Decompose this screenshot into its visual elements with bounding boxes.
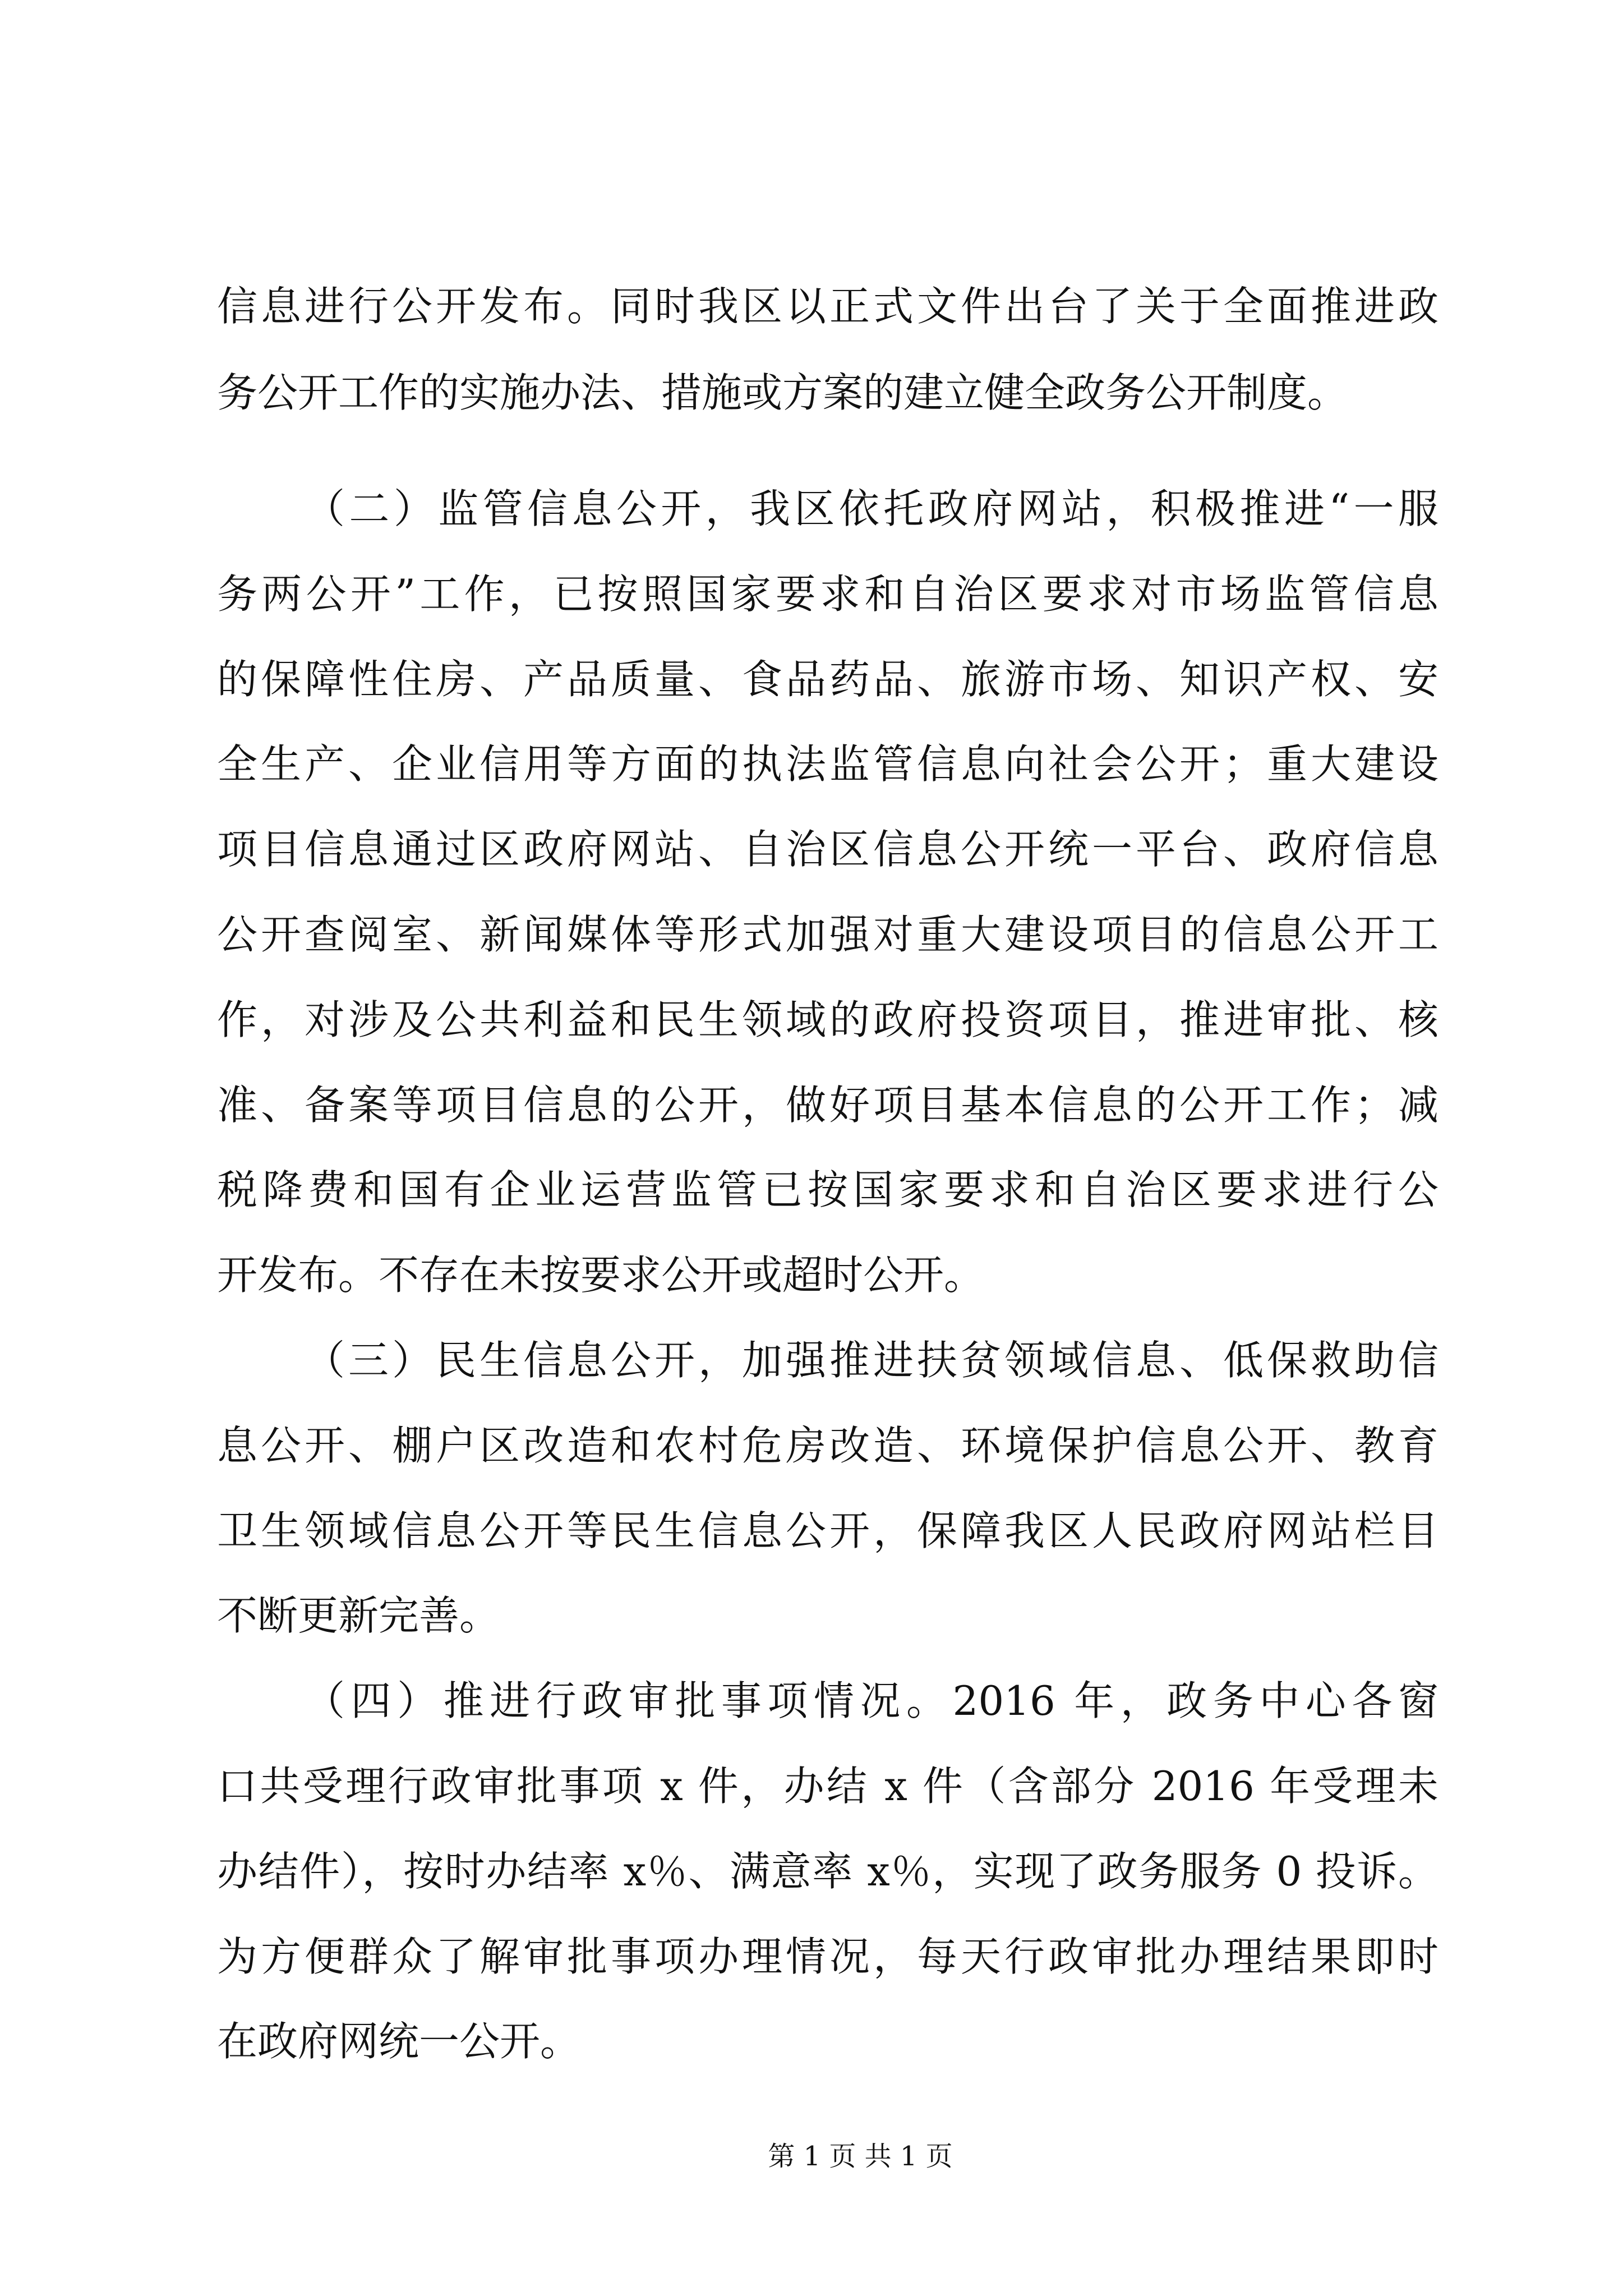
text-line: 公开查阅室、新闻媒体等形式加强对重大建设项目的信息公开工 xyxy=(217,910,1438,958)
paragraph-supervision-info xyxy=(217,467,1438,1318)
text-line: 卫生领域信息公开等民生信息公开，保障我区人民政府网站栏目 xyxy=(217,1507,1438,1554)
text-line: 口共受理行政审批事项 x 件，办结 x 件（含部分 2016 年受理未 xyxy=(217,1762,1438,1810)
paragraph-livelihood-info xyxy=(217,1318,1438,1659)
text-line: 信息进行公开发布。同时我区以正式文件出台了关于全面推进政 xyxy=(217,283,1438,330)
text-line: 开发布。不存在未按要求公开或超时公开。 xyxy=(217,1251,985,1299)
text-line: 税降费和国有企业运营监管已按国家要求和自治区要求进行公 xyxy=(217,1166,1438,1214)
text-line: （四）推进行政审批事项情况。2016 年，政务中心各窗 xyxy=(305,1677,1438,1725)
text-line: 作，对涉及公共利益和民生领域的政府投资项目，推进审批、核 xyxy=(217,996,1438,1043)
text-line: 准、备案等项目信息的公开，做好项目基本信息的公开工作；减 xyxy=(217,1081,1438,1129)
text-line: 务两公开”工作，已按照国家要求和自治区要求对市场监管信息 xyxy=(217,570,1438,618)
text-line: 的保障性住房、产品质量、食品药品、旅游市场、知识产权、安 xyxy=(217,655,1438,703)
text-line: 息公开、棚户区改造和农村危房改造、环境保护信息公开、教育 xyxy=(217,1421,1438,1469)
text-line: （三）民生信息公开，加强推进扶贫领域信息、低保救助信 xyxy=(305,1336,1438,1384)
text-line: 不断更新完善。 xyxy=(217,1592,500,1640)
page-number-footer: 第 1 页 共 1 页 xyxy=(768,2141,953,2172)
paragraph-administrative-approval xyxy=(217,1659,1438,2085)
text-line: （二）监管信息公开，我区依托政府网站，积极推进“一服 xyxy=(305,485,1438,532)
document-body xyxy=(217,467,1438,2085)
text-line: 项目信息通过区政府网站、自治区信息公开统一平台、政府信息 xyxy=(217,826,1438,873)
text-line: 办结件），按时办结率 x％、满意率 x％，实现了政务服务 0 投诉。 xyxy=(217,1847,1438,1895)
text-line: 为方便群众了解审批事项办理情况，每天行政审批办理结果即时 xyxy=(217,1932,1438,1980)
text-line: 全生产、企业信用等方面的执法监管信息向社会公开；重大建设 xyxy=(217,740,1438,788)
text-line: 在政府网统一公开。 xyxy=(217,2018,581,2065)
paragraph-continued xyxy=(217,263,1438,436)
text-line: 务公开工作的实施办法、措施或方案的建立健全政务公开制度。 xyxy=(217,369,1348,416)
